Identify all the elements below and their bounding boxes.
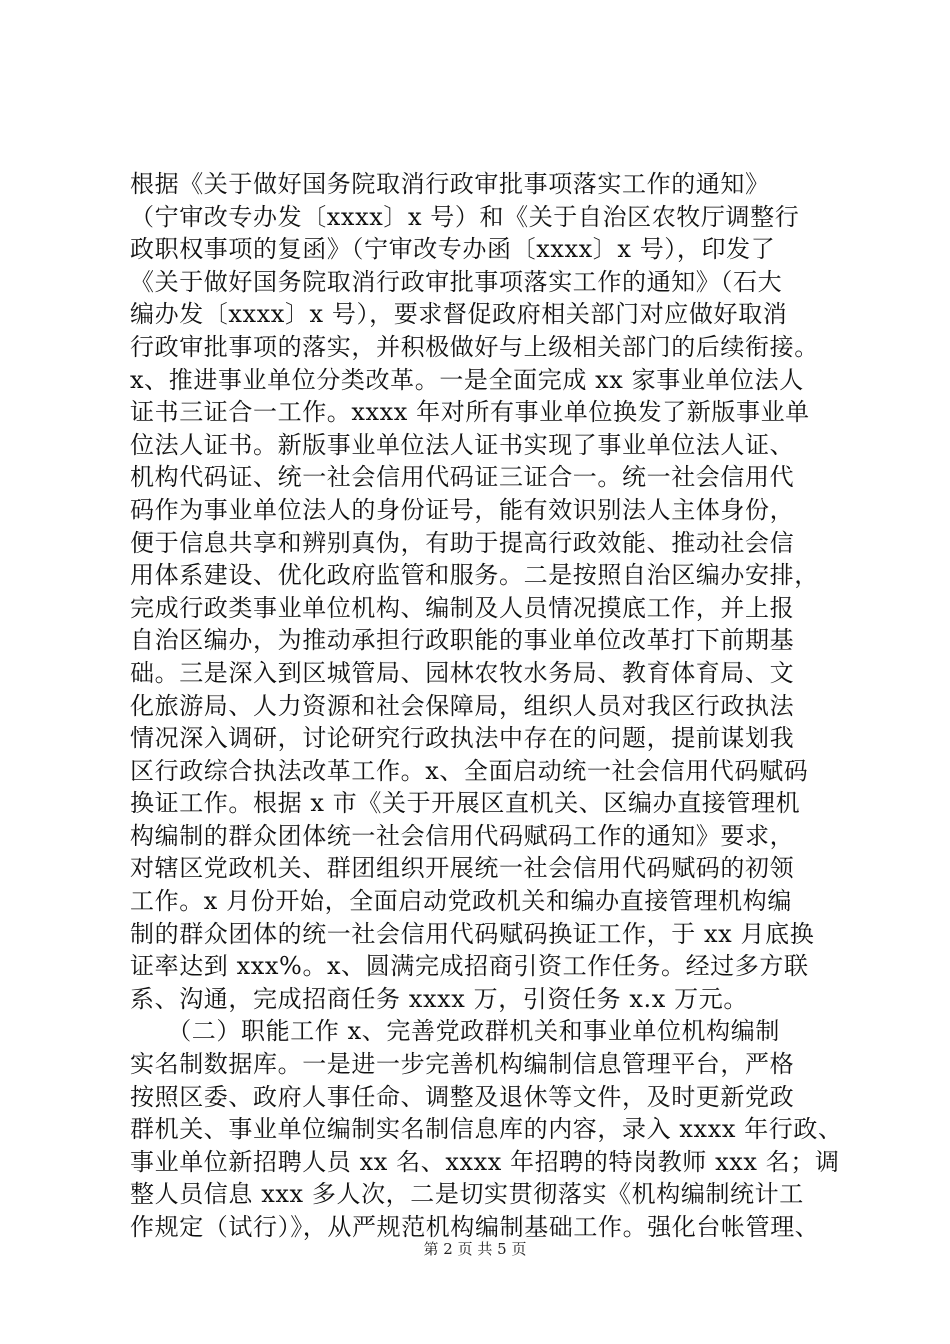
text-line: 情况深入调研，讨论研究行政执法中存在的问题，提前谋划我 bbox=[130, 724, 795, 753]
text-line: 位法人证书。新版事业单位法人证书实现了事业单位法人证、 bbox=[130, 430, 795, 459]
text-line: 作规定（试行）》，从严规范机构编制基础工作。强化台帐管理、 bbox=[130, 1213, 820, 1241]
text-line: 实名制数据库。一是进一步完善机构编制信息管理平台，严格 bbox=[130, 1050, 795, 1079]
text-line: 按照区委、政府人事任命、调整及退休等文件，及时更新党政 bbox=[130, 1082, 795, 1111]
text-line: 制的群众团体的统一社会信用代码赋码换证工作，于 xx 月底换 bbox=[130, 919, 815, 948]
text-line: 机构代码证、统一社会信用代码证三证合一。统一社会信用代 bbox=[130, 463, 795, 492]
text-line: 证率达到 xxx%。x、圆满完成招商引资工作任务。经过多方联 bbox=[130, 952, 809, 981]
text-line: 自治区编办，为推动承担行政职能的事业单位改革打下前期基 bbox=[130, 626, 795, 655]
text-line: 础。三是深入到区城管局、园林农牧水务局、教育体育局、文 bbox=[130, 658, 795, 687]
page-footer bbox=[0, 1238, 950, 1259]
text-line: 化旅游局、人力资源和社会保障局，组织人员对我区行政执法 bbox=[130, 691, 795, 720]
text-line: 系、沟通，完成招商任务 xxxx 万，引资任务 x.x 万元。 bbox=[130, 984, 748, 1013]
page-number-label: 第 2 页 共 5 页 bbox=[423, 1240, 527, 1258]
text-line: 根据《关于做好国务院取消行政审批事项落实工作的通知》 bbox=[130, 170, 770, 198]
text-line: 码作为事业单位法人的身份证号，能有效识别法人主体身份， bbox=[130, 495, 795, 524]
text-line: 工作。x 月份开始，全面启动党政机关和编办直接管理机构编 bbox=[130, 887, 792, 916]
text-line: 事业单位新招聘人员 xx 名、xxxx 年招聘的特岗教师 xxx 名；调 bbox=[130, 1147, 840, 1176]
text-line: 用体系建设、优化政府监管和服务。二是按照自治区编办安排， bbox=[130, 561, 819, 590]
text-line: 便于信息共享和辨别真伪，有助于提高行政效能、推动社会信 bbox=[130, 528, 795, 557]
text-line: 编办发〔xxxx〕x 号），要求督促政府相关部门对应做好取消 bbox=[130, 300, 788, 329]
text-line: （二）职能工作 x、完善党政群机关和事业单位机构编制 bbox=[130, 1017, 780, 1046]
text-line: x、推进事业单位分类改革。一是全面完成 xx 家事业单位法人 bbox=[130, 365, 804, 394]
text-line: 证书三证合一工作。xxxx 年对所有事业单位换发了新版事业单 bbox=[130, 398, 810, 427]
text-line: 对辖区党政机关、群团组织开展统一社会信用代码赋码的初领 bbox=[130, 854, 795, 883]
text-line: （宁审改专办发〔xxxx〕x 号）和《关于自治区农牧厅调整行 bbox=[130, 202, 800, 231]
text-line: 整人员信息 xxx 多人次，二是切实贯彻落实《机构编制统计工 bbox=[130, 1180, 804, 1209]
text-line: 区行政综合执法改革工作。x、全面启动统一社会信用代码赋码 bbox=[130, 756, 809, 785]
text-line: 换证工作。根据 x 市《关于开展区直机关、区编办直接管理机 bbox=[130, 789, 801, 818]
text-line: 政职权事项的复函》（宁审改专办函〔xxxx〕x 号），印发了 bbox=[130, 235, 776, 264]
text-line: 《关于做好国务院取消行政审批事项落实工作的通知》（石大 bbox=[130, 267, 783, 296]
text-line: 构编制的群众团体统一社会信用代码赋码工作的通知》要求， bbox=[130, 821, 795, 850]
text-line: 行政审批事项的落实，并积极做好与上级相关部门的后续衔接。 bbox=[130, 332, 819, 361]
text-line: 群机关、事业单位编制实名制信息库的内容，录入 xxxx 年行政、 bbox=[130, 1115, 843, 1144]
text-line: 完成行政类事业单位机构、编制及人员情况摸底工作，并上报 bbox=[130, 593, 795, 622]
body-text bbox=[130, 168, 850, 1244]
